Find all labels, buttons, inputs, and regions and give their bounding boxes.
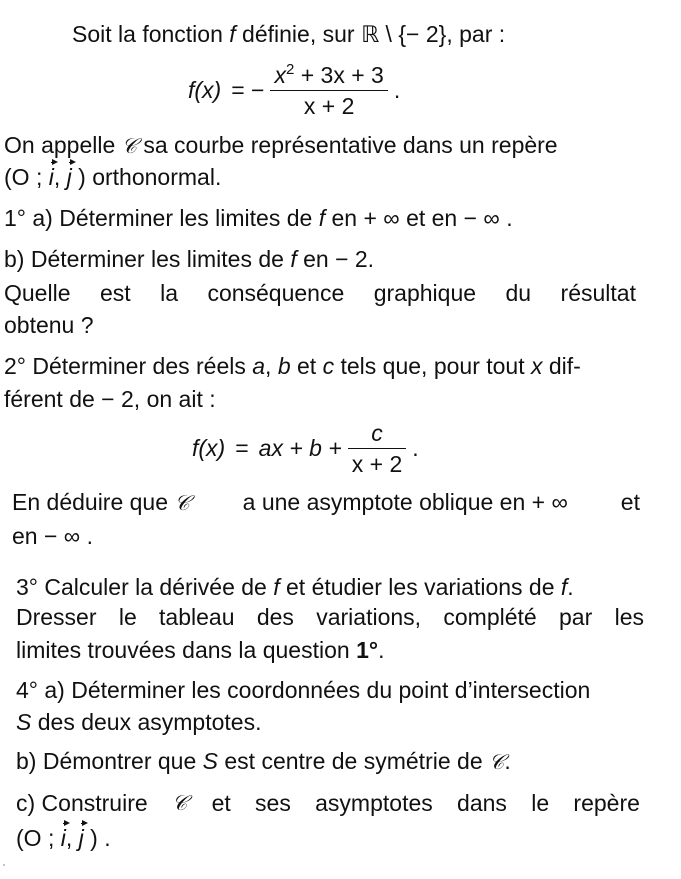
fraction [348,420,407,477]
function-name: f [229,21,236,47]
vector-j: j [66,164,72,190]
question-3-line1: 3° Calculer la dérivée de f et étudier les variations de f. [16,574,574,600]
question-4c-line2: (O ; i, j ) . [16,825,111,851]
curve-definition-line1: On appelle 𝒞 sa courbe représentative dans un repère [4,132,558,158]
question-2b-line2: en − ∞ . [12,523,93,549]
question-1c-line1: Quelle est la conséquence graphique du résultat [4,280,636,306]
curve-symbol: 𝒞 [489,750,505,774]
fraction-denominator: x + 2 [303,93,355,119]
question-4c-line1: c) Construire 𝒞 et ses asymptotes dans le repère [16,790,640,816]
vector-j: j [78,825,84,851]
question-4b: b) Démontrer que S est centre de symétrie de 𝒞. [16,748,511,774]
scan-mark: ˈ [2,862,6,876]
question-reference: 1° [356,637,379,663]
curve-symbol: 𝒞 [174,491,190,515]
fraction [270,62,387,119]
curve-definition-line2: (O ; i, j ) orthonormal. [4,164,222,190]
question-3-line2: Dresser le tableau des variations, complété par les [16,604,644,630]
decomposition-equation: f(x) = ax + b + $\frac{c}{x + 2}$ . [192,420,419,477]
domain-set: ℝ \ {− 2} [360,21,447,47]
vector-i: i [60,825,66,851]
question-2-line2: férent de − 2, on ait : [4,386,216,412]
vector-i: i [48,164,54,190]
question-1a: 1° a) Déterminer les limites de f en + ∞ et en − ∞ . [4,205,513,231]
intro-line: Soit la fonction f définie, sur ℝ \ {− 2}, par : [72,21,506,47]
curve-symbol: 𝒞 [171,791,188,815]
question-2-line1: 2° Déterminer des réels a, b et c tels que, pour tout x dif- [4,353,581,379]
function-definition-equation: f(x) = − $\frac{x^2 + 3x + 3}{x + 2}$ . [188,61,401,119]
fraction-numerator: c [371,420,383,446]
fraction-numerator: $x^2 + 3x + 3$ [274,61,384,88]
question-1b: b) Déterminer les limites de f en − 2. [4,246,375,272]
question-3-line3: limites trouvées dans la question 1°. [16,637,385,663]
question-1c-line2: obtenu ? [4,312,94,338]
curve-symbol: 𝒞 [121,134,137,158]
question-4a-line1: 4° a) Déterminer les coordonnées du point d’intersection [16,677,591,703]
fraction-denominator: x + 2 [351,451,403,477]
question-2b-line1: En déduire que 𝒞 a une asymptote oblique en + ∞ et [12,489,640,515]
question-4a-line2: S des deux asymptotes. [16,709,262,735]
